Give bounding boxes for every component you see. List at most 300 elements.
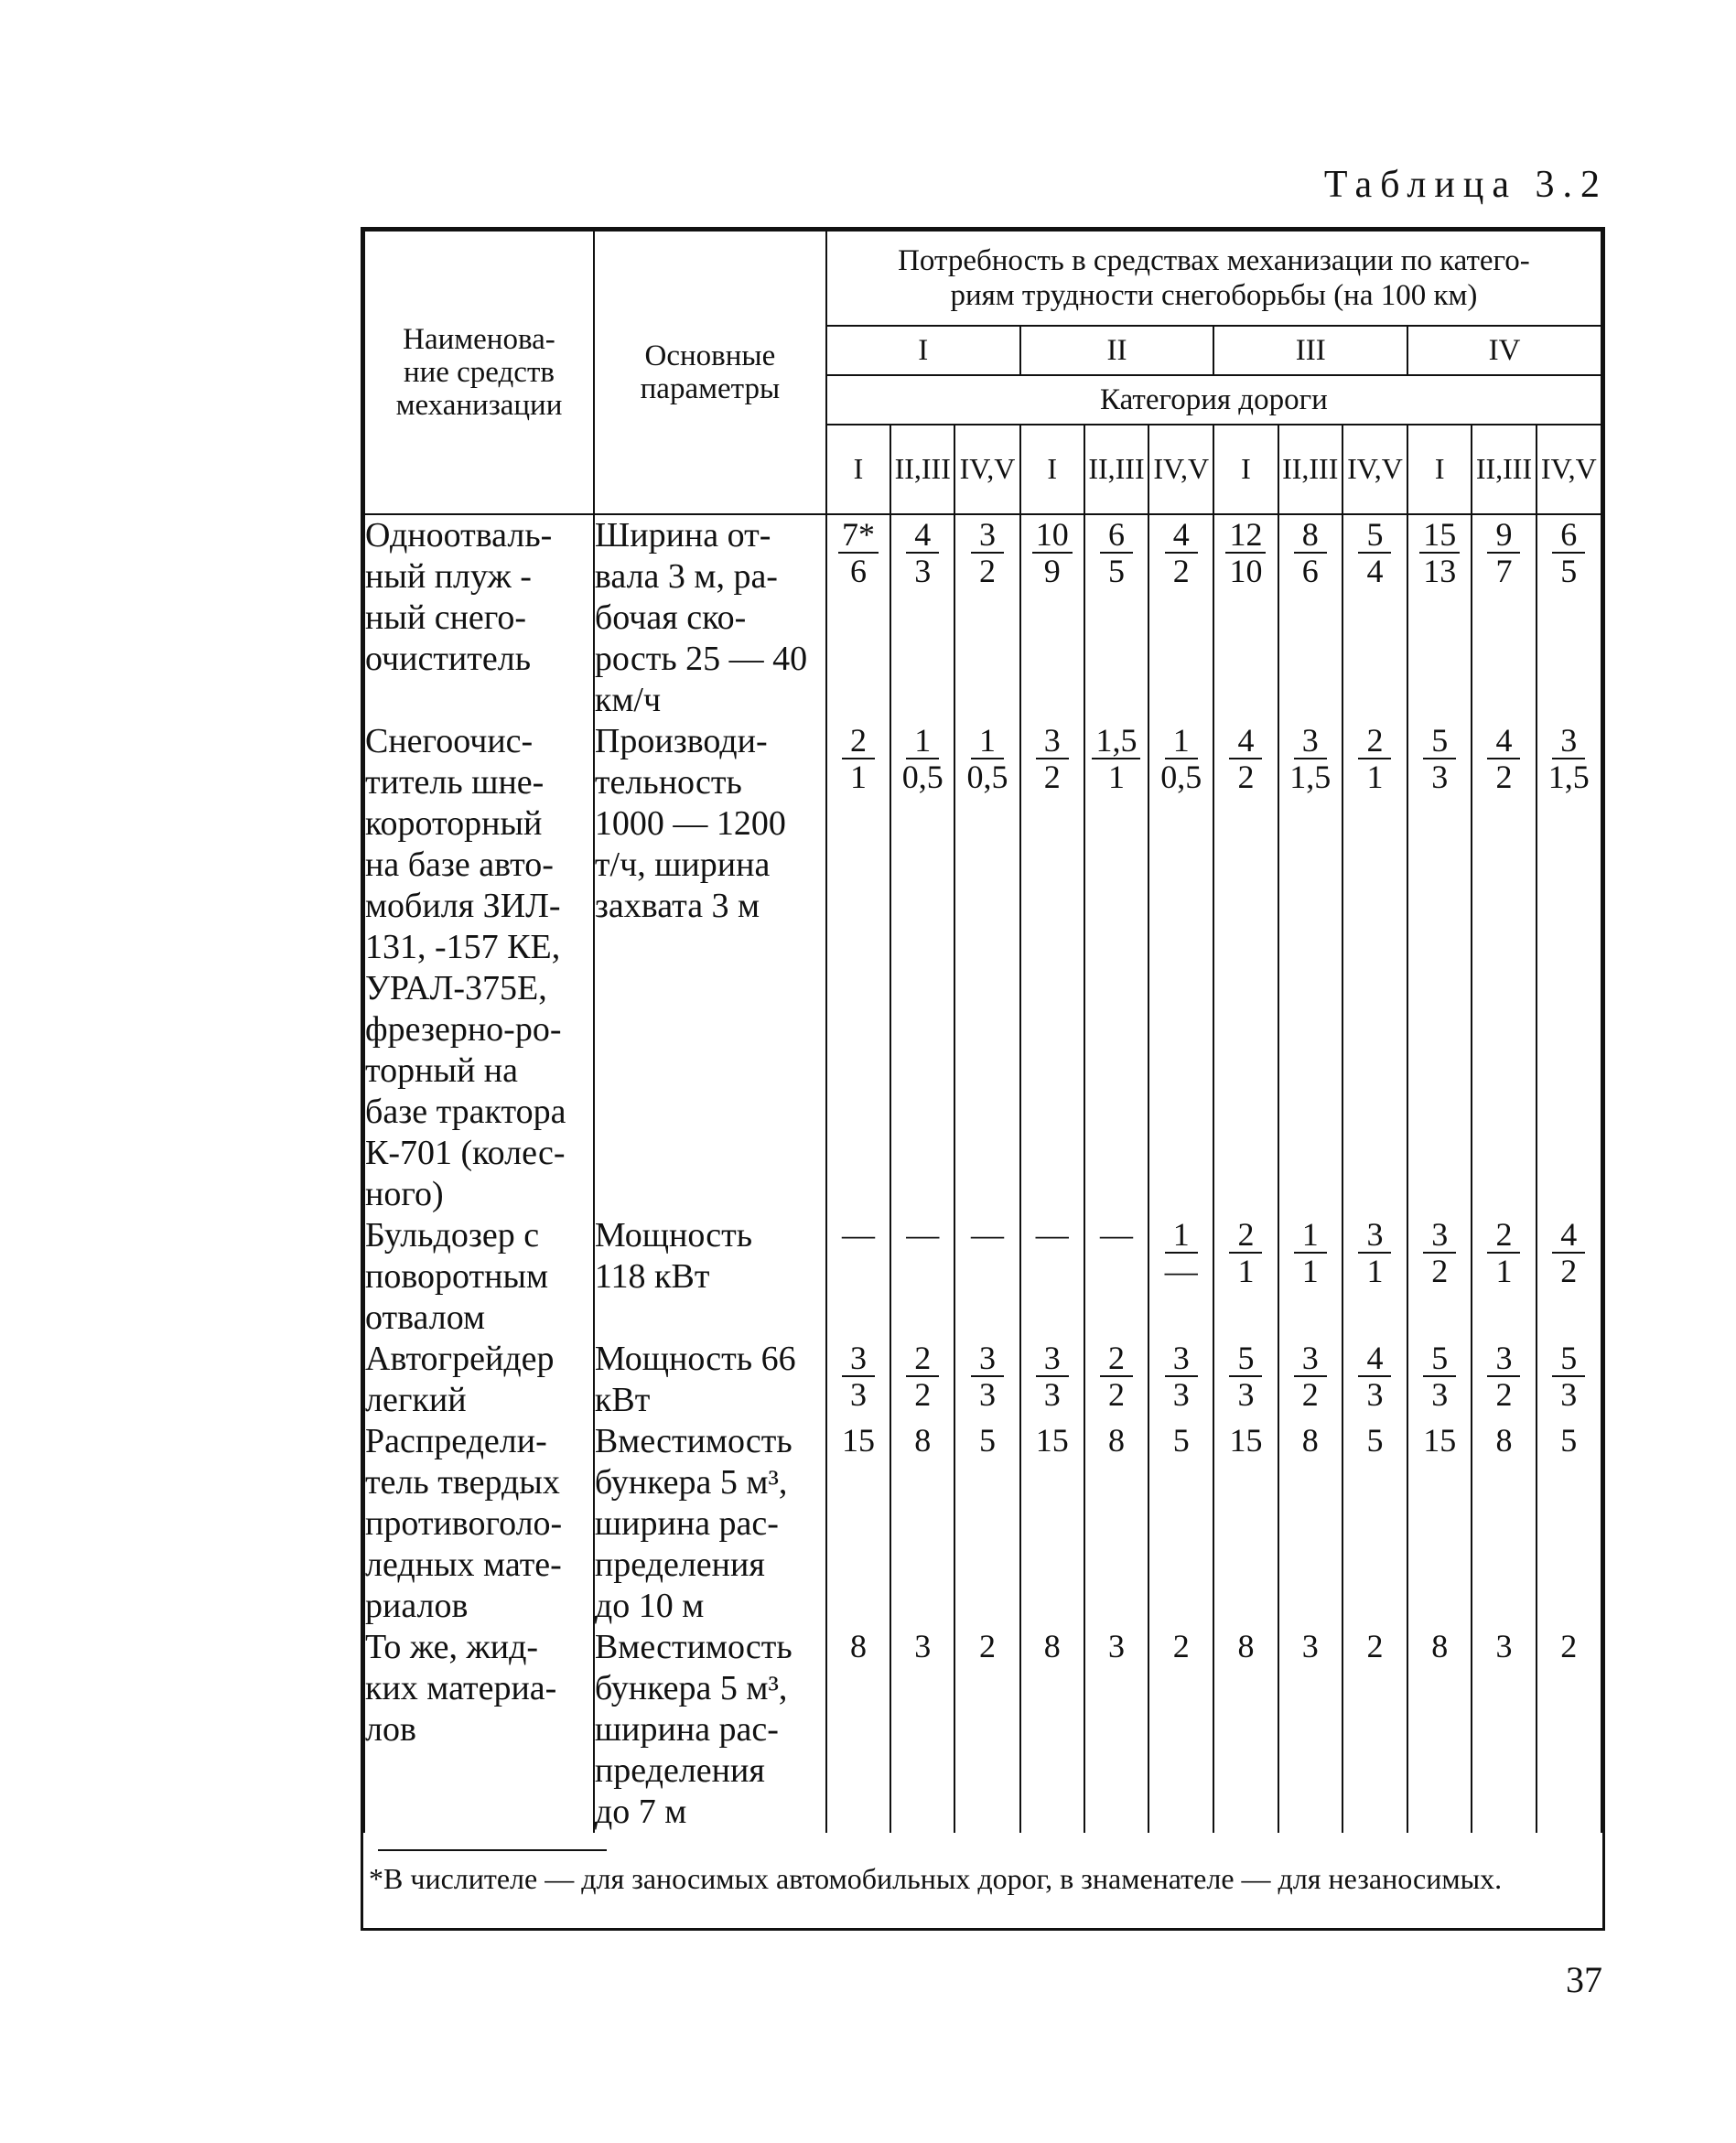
header-name: [364, 231, 594, 514]
fraction: [1036, 723, 1069, 794]
need-value: 8: [1084, 1421, 1148, 1627]
mechanism-name: [364, 1215, 594, 1339]
need-value: [1472, 514, 1536, 721]
numerator: 4: [1552, 1217, 1585, 1254]
numerator: 3: [1552, 723, 1585, 759]
text-line: титель шне-: [365, 763, 545, 802]
fraction: [963, 723, 1011, 794]
table-row: [364, 721, 1601, 1215]
denominator: 2: [914, 1376, 932, 1413]
numerator: 2: [1100, 1341, 1133, 1377]
road-category-label: I: [1047, 452, 1058, 485]
need-value: [1342, 1339, 1407, 1421]
need-value: [890, 514, 954, 721]
text-line: мобиля ЗИЛ-: [365, 887, 561, 925]
text-line: на базе авто-: [365, 845, 554, 884]
text-line: до 10 м: [594, 1587, 705, 1625]
denominator: 3: [1431, 759, 1449, 795]
text-line: бункера 5 м³,: [594, 1669, 788, 1707]
need-value: 5: [1537, 1421, 1601, 1627]
denominator: 0,5: [1160, 759, 1202, 795]
need-value: [890, 721, 954, 1215]
numerator: 2: [1229, 1217, 1262, 1254]
road-category: [826, 425, 890, 514]
numerator: 2: [842, 723, 875, 759]
text-line: пределения: [594, 1545, 765, 1584]
fraction: [1229, 723, 1262, 794]
road-category-label: V: [994, 452, 1016, 485]
numerator: 2: [906, 1341, 939, 1377]
need-value: 15: [1020, 1421, 1084, 1627]
numerator: 7*: [838, 517, 879, 554]
fraction: [1545, 723, 1593, 794]
numerator: 2: [1358, 723, 1391, 759]
need-value: [1472, 721, 1536, 1215]
numerator: 4: [1229, 723, 1262, 759]
road-category-label: II,: [1088, 452, 1116, 485]
text-line: Снегоочис-: [365, 722, 534, 760]
need-value: [1084, 721, 1148, 1215]
text-line: торный на: [365, 1051, 519, 1090]
numerator: 3: [1036, 723, 1069, 759]
need-value: 5: [1148, 1421, 1213, 1627]
denominator: 1: [1366, 759, 1384, 795]
road-category: [1342, 425, 1407, 514]
mechanism-name: [364, 1421, 594, 1627]
numerator: 1,5: [1092, 723, 1140, 759]
numerator: 2: [1487, 1217, 1520, 1254]
denominator: 3: [1043, 1376, 1061, 1413]
need-value: [1213, 1215, 1278, 1339]
numerator: 3: [1294, 723, 1327, 759]
denominator: 2: [978, 553, 996, 589]
fraction: [1487, 517, 1520, 588]
fraction: [1100, 517, 1133, 588]
text-line: Автогрейдер: [365, 1340, 555, 1378]
header-need-title: [826, 231, 1601, 326]
table-row: [364, 1215, 1601, 1339]
numerator: 4: [1487, 723, 1520, 759]
need-value: [1213, 1339, 1278, 1421]
need-value: [954, 514, 1019, 721]
need-value: —: [1084, 1215, 1148, 1339]
table-row: [364, 1339, 1601, 1421]
road-category: [1472, 425, 1536, 514]
text-line: Ширина от-: [594, 516, 771, 555]
text-line: т/ч, ширина: [594, 845, 771, 884]
denominator: 5: [1107, 553, 1125, 589]
road-category: [1537, 425, 1601, 514]
text-line: ние средств: [403, 356, 555, 389]
need-value: 3: [890, 1627, 954, 1833]
numerator: 5: [1423, 723, 1456, 759]
need-value: 15: [826, 1421, 890, 1627]
denominator: 2: [1495, 759, 1513, 795]
denominator: 2: [1043, 759, 1061, 795]
need-value: 8: [1020, 1627, 1084, 1833]
need-value: 15: [1407, 1421, 1472, 1627]
need-value: [1148, 514, 1213, 721]
road-category: [954, 425, 1019, 514]
need-value: 8: [1472, 1421, 1536, 1627]
footnote-rule: [378, 1849, 607, 1851]
denominator: 2: [1560, 1253, 1578, 1289]
text-line: ного): [365, 1175, 444, 1213]
denominator: 3: [1560, 1376, 1578, 1413]
need-value: [1020, 514, 1084, 721]
fraction: [1092, 723, 1140, 794]
fraction: [1032, 517, 1073, 588]
text-line: лов: [365, 1710, 416, 1749]
numerator: 12: [1225, 517, 1266, 554]
page-number: 37: [1566, 1959, 1602, 2000]
denominator: 1: [1366, 1253, 1384, 1289]
need-value: 3: [1472, 1627, 1536, 1833]
fraction: [1487, 1341, 1520, 1412]
text-line: механизации: [395, 389, 563, 422]
need-value: [954, 1339, 1019, 1421]
need-value: [1020, 1339, 1084, 1421]
road-category-label: I: [853, 452, 864, 485]
road-category-label: IV,: [1153, 452, 1188, 485]
numerator: 1: [906, 723, 939, 759]
road-category: [1213, 425, 1278, 514]
need-value: [1537, 1339, 1601, 1421]
difficulty-category: IV: [1407, 326, 1601, 375]
road-category-label: II,: [1475, 452, 1504, 485]
road-category-label: III: [1309, 452, 1339, 485]
need-value: —: [890, 1215, 954, 1339]
fraction: [1358, 1217, 1391, 1288]
numerator: 6: [1100, 517, 1133, 554]
fraction: [906, 1341, 939, 1412]
mechanism-params: [594, 1421, 826, 1627]
road-category-label: I: [1434, 452, 1445, 485]
denominator: 2: [1107, 1376, 1125, 1413]
text-line: УРАЛ-375Е,: [365, 969, 547, 1007]
need-value: [1407, 514, 1472, 721]
difficulty-category: II: [1020, 326, 1214, 375]
fraction: [1423, 1341, 1456, 1412]
denominator: 2: [1301, 1376, 1319, 1413]
numerator: 3: [1165, 1341, 1198, 1377]
fraction: [1552, 1217, 1585, 1288]
need-value: 2: [1148, 1627, 1213, 1833]
numerator: 10: [1032, 517, 1073, 554]
denominator: 2: [1431, 1253, 1449, 1289]
denominator: 3: [978, 1376, 996, 1413]
road-category-label: III: [1503, 452, 1533, 485]
fraction: [1165, 1341, 1198, 1412]
numerator: 4: [1358, 1341, 1391, 1377]
road-category-label: III: [1115, 452, 1145, 485]
mechanization-table: [361, 227, 1605, 1931]
need-value: [1213, 514, 1278, 721]
need-value: [954, 721, 1019, 1215]
need-value: 3: [1084, 1627, 1148, 1833]
need-value: [1148, 1215, 1213, 1339]
numerator: 3: [1487, 1341, 1520, 1377]
denominator: 13: [1423, 553, 1457, 589]
mechanism-name: [364, 1627, 594, 1833]
text-line: Одноотваль-: [365, 516, 553, 555]
text-line: 131, -157 КЕ,: [365, 928, 561, 966]
text-line: очиститель: [365, 640, 532, 678]
difficulty-category: I: [826, 326, 1020, 375]
denominator: 3: [849, 1376, 867, 1413]
fraction: [842, 1341, 875, 1412]
text-line: Мощность: [594, 1216, 753, 1255]
text-line: Мощность 66: [594, 1340, 796, 1378]
need-value: [890, 1339, 954, 1421]
numerator: 8: [1294, 517, 1327, 554]
numerator: 3: [1423, 1217, 1456, 1254]
text-line: 1000 — 1200: [594, 804, 786, 843]
header-road-category: Категория дороги: [826, 375, 1601, 425]
text-line: бункера 5 м³,: [594, 1463, 788, 1502]
numerator: 5: [1358, 517, 1391, 554]
need-value: [1278, 1339, 1342, 1421]
denominator: 2: [1172, 553, 1190, 589]
text-line: фрезерно-ро-: [365, 1010, 562, 1049]
text-line: Вместимость: [594, 1422, 793, 1460]
table-row: [364, 514, 1601, 721]
denominator: 3: [1366, 1376, 1384, 1413]
need-value: [1148, 1339, 1213, 1421]
road-category-label: II,: [894, 452, 922, 485]
fraction: [1423, 1217, 1456, 1288]
numerator: 1: [1165, 1217, 1198, 1254]
footnote: *В числителе — для заносимых автомобильных дорог, в знаменателе — для незаносимых.: [369, 1862, 1503, 1895]
road-category: [1278, 425, 1342, 514]
text-line: Вместимость: [594, 1628, 793, 1666]
numerator: 3: [1036, 1341, 1069, 1377]
text-line: Потребность в средствах механизации по катего-: [898, 244, 1530, 277]
fraction: [1552, 517, 1585, 588]
denominator: 3: [1237, 1376, 1255, 1413]
fraction: [1487, 1217, 1520, 1288]
mechanism-name: [364, 721, 594, 1215]
need-value: 5: [1342, 1421, 1407, 1627]
denominator: 9: [1043, 553, 1061, 589]
denominator: 10: [1229, 553, 1263, 589]
numerator: 15: [1419, 517, 1460, 554]
road-category: [890, 425, 954, 514]
need-value: [1472, 1339, 1536, 1421]
need-value: [1148, 721, 1213, 1215]
text-line: кВт: [594, 1381, 651, 1419]
need-value: 15: [1213, 1421, 1278, 1627]
fraction: [1358, 1341, 1391, 1412]
need-value: 2: [1342, 1627, 1407, 1833]
numerator: 3: [971, 1341, 1004, 1377]
text-line: легкий: [365, 1381, 467, 1419]
fraction: [1157, 723, 1205, 794]
table-row: [364, 1627, 1601, 1833]
text-line: ный плуж -: [365, 557, 532, 596]
fraction: [1165, 517, 1198, 588]
mechanism-params: [594, 1627, 826, 1833]
fraction: [1294, 1217, 1327, 1288]
need-value: 8: [1278, 1421, 1342, 1627]
text-line: ширина рас-: [594, 1504, 779, 1543]
denominator: 1: [849, 759, 867, 795]
need-value: [826, 514, 890, 721]
need-value: 8: [890, 1421, 954, 1627]
denominator: 1: [1237, 1253, 1255, 1289]
fraction: [899, 723, 947, 794]
fraction: [838, 517, 879, 588]
numerator: 3: [1294, 1341, 1327, 1377]
numerator: 4: [1165, 517, 1198, 554]
text-line: рость 25 — 40: [594, 640, 808, 678]
mechanism-name: [364, 514, 594, 721]
need-value: [1342, 721, 1407, 1215]
denominator: 1: [1495, 1253, 1513, 1289]
road-category-label: III: [921, 452, 951, 485]
road-category-label: I: [1241, 452, 1251, 485]
fraction: [1229, 1341, 1262, 1412]
table-grid: [363, 230, 1602, 1833]
need-value: 2: [1537, 1627, 1601, 1833]
road-category: [1148, 425, 1213, 514]
denominator: 1,5: [1289, 759, 1332, 795]
denominator: 2: [1237, 759, 1255, 795]
need-value: [1342, 1215, 1407, 1339]
text-line: Основные: [644, 339, 776, 372]
fraction: [1487, 723, 1520, 794]
denominator: 4: [1366, 553, 1384, 589]
need-value: 5: [954, 1421, 1019, 1627]
numerator: 3: [842, 1341, 875, 1377]
text-line: Бульдозер с: [365, 1216, 540, 1255]
denominator: 1: [1301, 1253, 1319, 1289]
text-line: риям трудности снегоборьбы (на 100 км): [950, 279, 1478, 312]
text-line: ледных мате-: [365, 1545, 562, 1584]
need-value: [1213, 721, 1278, 1215]
road-category-label: IV,: [1347, 452, 1382, 485]
numerator: 3: [971, 517, 1004, 554]
need-value: —: [826, 1215, 890, 1339]
fraction: [971, 1341, 1004, 1412]
text-line: К-701 (колес-: [365, 1134, 566, 1172]
need-value: [1084, 514, 1148, 721]
text-line: ный снего-: [365, 598, 527, 637]
fraction: [1229, 1217, 1262, 1288]
need-value: 8: [826, 1627, 890, 1833]
fraction: [842, 723, 875, 794]
denominator: —: [1164, 1253, 1198, 1289]
text-line: км/ч: [594, 681, 662, 719]
need-value: [1472, 1215, 1536, 1339]
text-line: тельность: [594, 763, 742, 802]
mechanism-params: [594, 514, 826, 721]
denominator: 5: [1560, 553, 1578, 589]
text-line: вала 3 м, ра-: [594, 557, 778, 596]
text-line: короторный: [365, 804, 543, 843]
need-value: [1278, 721, 1342, 1215]
numerator: 5: [1423, 1341, 1456, 1377]
denominator: 1: [1107, 759, 1125, 795]
road-category: [1020, 425, 1084, 514]
text-line: поворотным: [365, 1257, 549, 1296]
need-value: —: [954, 1215, 1019, 1339]
numerator: 5: [1552, 1341, 1585, 1377]
text-line: Производи-: [594, 722, 768, 760]
need-value: [1407, 1215, 1472, 1339]
fraction: [1225, 517, 1266, 588]
road-category-label: IV,: [1540, 452, 1576, 485]
numerator: 9: [1487, 517, 1520, 554]
numerator: 1: [971, 723, 1004, 759]
table-caption: Таблица 3.2: [1323, 164, 1608, 206]
mechanism-name: [364, 1339, 594, 1421]
need-value: [1278, 1215, 1342, 1339]
fraction: [1358, 517, 1391, 588]
need-value: [1342, 514, 1407, 721]
need-value: [1278, 514, 1342, 721]
denominator: 2: [1495, 1376, 1513, 1413]
denominator: 0,5: [966, 759, 1008, 795]
need-value: [1537, 721, 1601, 1215]
text-line: Наименова-: [403, 323, 555, 356]
text-line: риалов: [365, 1587, 469, 1625]
text-line: базе трактора: [365, 1093, 566, 1131]
road-category-label: V: [1381, 452, 1403, 485]
road-category: [1084, 425, 1148, 514]
need-value: 8: [1407, 1627, 1472, 1833]
need-value: [826, 721, 890, 1215]
fraction: [1294, 1341, 1327, 1412]
fraction: [1358, 723, 1391, 794]
table-body: [364, 514, 1601, 1833]
text-line: То же, жид-: [365, 1628, 539, 1666]
table-head: [364, 231, 1601, 514]
need-value: [1020, 721, 1084, 1215]
table-row: [364, 1421, 1601, 1627]
need-value: [1407, 721, 1472, 1215]
fraction: [1419, 517, 1460, 588]
text-line: ких материа-: [365, 1669, 557, 1707]
numerator: 1: [1294, 1217, 1327, 1254]
mechanism-params: [594, 1215, 826, 1339]
fraction: [1423, 723, 1456, 794]
denominator: 3: [1431, 1376, 1449, 1413]
denominator: 6: [1301, 553, 1319, 589]
text-line: до 7 м: [594, 1793, 687, 1831]
fraction: [906, 517, 939, 588]
numerator: 1: [1165, 723, 1198, 759]
denominator: 0,5: [901, 759, 943, 795]
text-line: Распредели-: [365, 1422, 547, 1460]
text-line: 118 кВт: [594, 1257, 710, 1296]
mechanism-params: [594, 721, 826, 1215]
road-category-label: II,: [1282, 452, 1310, 485]
header-name-text: [365, 323, 593, 422]
fraction: [1036, 1341, 1069, 1412]
need-value: —: [1020, 1215, 1084, 1339]
road-category-label: IV,: [959, 452, 995, 485]
text-line: ширина рас-: [594, 1710, 779, 1749]
need-value: [1537, 1215, 1601, 1339]
numerator: 3: [1358, 1217, 1391, 1254]
text-line: пределения: [594, 1751, 765, 1790]
fraction: [971, 517, 1004, 588]
fraction: [1100, 1341, 1133, 1412]
text-line: параметры: [640, 372, 781, 405]
need-value: [1407, 1339, 1472, 1421]
denominator: 3: [1172, 1376, 1190, 1413]
